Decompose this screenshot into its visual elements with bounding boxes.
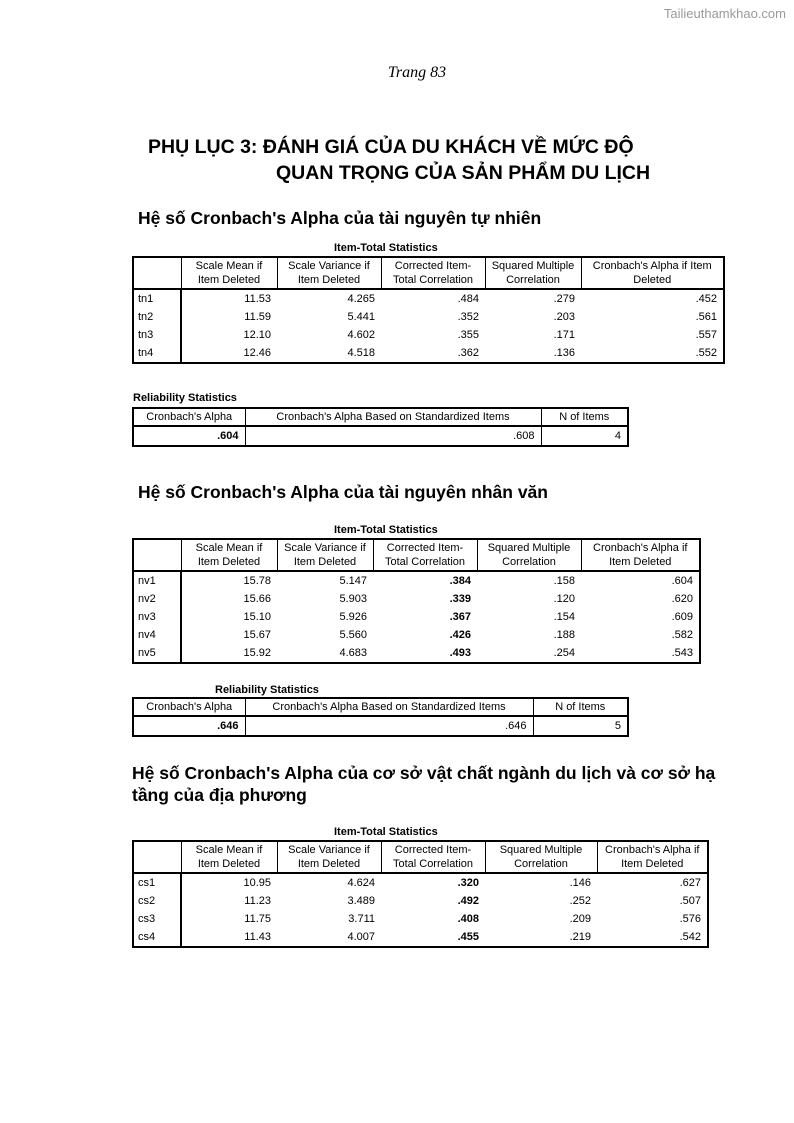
- row-label: nv5: [133, 644, 181, 663]
- table-row: [133, 344, 724, 363]
- table-row: [133, 590, 700, 608]
- table-cell: .384: [449, 575, 471, 587]
- row-label: cs1: [133, 873, 181, 892]
- table-header-row: [133, 841, 708, 873]
- section1-item-caption: Item-Total Statistics: [334, 242, 438, 254]
- row-label: nv1: [133, 571, 181, 590]
- row-label: nv3: [133, 608, 181, 626]
- table-cell: .576: [679, 913, 701, 925]
- table-cell: 5.147: [339, 575, 367, 587]
- table-row: [133, 892, 708, 910]
- column-header: Squared Multiple Correlation: [477, 539, 581, 571]
- table-cell: 4.683: [339, 647, 367, 659]
- table-cell: .320: [457, 877, 479, 889]
- cronbach-alpha-value: .646: [217, 720, 239, 732]
- column-header: N of Items: [541, 408, 628, 426]
- table-cell: .582: [671, 629, 693, 641]
- table-cell: 10.95: [243, 877, 271, 889]
- corner-cell: [133, 257, 181, 289]
- corner-cell: [133, 841, 181, 873]
- table-cell: .452: [695, 293, 717, 305]
- table-cell: 11.59: [244, 311, 271, 323]
- row-label: nv2: [133, 590, 181, 608]
- row-label: nv4: [133, 626, 181, 644]
- table-row: [133, 910, 708, 928]
- column-header: Squared Multiple Correlation: [485, 841, 597, 873]
- table-header-row: [133, 698, 628, 716]
- column-header: Scale Variance if Item Deleted: [277, 841, 381, 873]
- table-cell: .609: [671, 611, 693, 623]
- table-row: [133, 626, 700, 644]
- section1-reliability-table: [132, 407, 629, 447]
- table-cell: .627: [679, 877, 701, 889]
- table-cell: .171: [553, 329, 575, 341]
- row-label: tn1: [133, 289, 181, 308]
- table-cell: 5.926: [339, 611, 367, 623]
- table-cell: 15.10: [243, 611, 271, 623]
- table-row: [133, 608, 700, 626]
- table-cell: 3.489: [347, 895, 375, 907]
- column-header: Corrected Item-Total Correlation: [381, 841, 485, 873]
- table-cell: 4.602: [347, 329, 375, 341]
- appendix-title-line2: QUAN TRỌNG CỦA SẢN PHẨM DU LỊCH: [276, 162, 651, 184]
- table-cell: .136: [553, 347, 575, 359]
- section2-reliability-table: [132, 697, 629, 737]
- table-cell: 15.67: [243, 629, 271, 641]
- watermark-text: Tailieuthamkhao.com: [663, 6, 786, 21]
- section1-reliability-caption: Reliability Statistics: [133, 392, 237, 404]
- n-of-items-value: 4: [541, 426, 628, 446]
- standardized-alpha-value: .608: [245, 426, 541, 446]
- table-header-row: [133, 539, 700, 571]
- table-cell: 15.66: [243, 593, 271, 605]
- table-cell: .339: [449, 593, 471, 605]
- column-header: Cronbach's Alpha Based on Standardized Items: [245, 698, 533, 716]
- column-header: Cronbach's Alpha Based on Standardized Items: [245, 408, 541, 426]
- table-cell: 11.43: [244, 931, 271, 943]
- table-cell: .493: [449, 647, 471, 659]
- table-cell: 5.441: [347, 311, 375, 323]
- table-cell: .561: [695, 311, 717, 323]
- table-cell: 4.518: [347, 347, 375, 359]
- section2-heading: Hệ số Cronbach's Alpha của tài nguyên nhân văn: [138, 482, 548, 502]
- table-row: [133, 426, 628, 446]
- table-row: [133, 873, 708, 892]
- table-cell: 4.007: [347, 931, 375, 943]
- table-cell: .492: [457, 895, 479, 907]
- table-row: [133, 308, 724, 326]
- table-cell: 15.92: [243, 647, 271, 659]
- section3-item-total-table: [132, 840, 709, 948]
- n-of-items-value: 5: [533, 716, 628, 736]
- column-header: Scale Mean if Item Deleted: [181, 539, 277, 571]
- table-cell: 4.265: [347, 293, 375, 305]
- table-cell: 11.23: [244, 895, 271, 907]
- table-cell: .426: [449, 629, 471, 641]
- table-cell: .507: [679, 895, 701, 907]
- section3-heading: Hệ số Cronbach's Alpha của cơ sở vật chất ngành du lịch và cơ sở hạ tầng của địa phương: [132, 763, 716, 805]
- table-cell: .188: [553, 629, 575, 641]
- column-header: Cronbach's Alpha: [133, 408, 245, 426]
- table-row: [133, 928, 708, 947]
- section3-item-caption: Item-Total Statistics: [334, 826, 438, 838]
- column-header: Scale Variance if Item Deleted: [277, 539, 373, 571]
- table-row: [133, 289, 724, 308]
- table-cell: .542: [679, 931, 701, 943]
- cronbach-alpha-value: .604: [217, 430, 239, 442]
- table-cell: .219: [569, 931, 591, 943]
- row-label: tn4: [133, 344, 181, 363]
- table-row: [133, 571, 700, 590]
- table-cell: 5.560: [339, 629, 367, 641]
- section2-item-total-table: [132, 538, 701, 664]
- table-cell: .154: [553, 611, 575, 623]
- table-cell: .203: [553, 311, 575, 323]
- table-cell: .367: [449, 611, 471, 623]
- table-cell: 12.46: [243, 347, 271, 359]
- row-label: tn3: [133, 326, 181, 344]
- table-cell: 4.624: [347, 877, 375, 889]
- table-cell: .604: [671, 575, 693, 587]
- table-cell: .362: [457, 347, 479, 359]
- column-header: Scale Mean if Item Deleted: [181, 257, 277, 289]
- column-header: Corrected Item-Total Correlation: [373, 539, 477, 571]
- row-label: cs3: [133, 910, 181, 928]
- table-cell: .120: [553, 593, 575, 605]
- table-cell: .279: [553, 293, 575, 305]
- table-cell: 5.903: [339, 593, 367, 605]
- table-cell: .352: [457, 311, 479, 323]
- table-cell: .620: [671, 593, 693, 605]
- column-header: Cronbach's Alpha if Item Deleted: [597, 841, 708, 873]
- section2-item-caption: Item-Total Statistics: [334, 524, 438, 536]
- column-header: Cronbach's Alpha if Item Deleted: [581, 539, 700, 571]
- appendix-title-line1: PHỤ LỤC 3: ĐÁNH GIÁ CỦA DU KHÁCH VỀ MỨC ĐỘ: [148, 136, 634, 158]
- table-cell: .252: [569, 895, 591, 907]
- table-cell: .557: [695, 329, 717, 341]
- column-header: Squared Multiple Correlation: [485, 257, 581, 289]
- column-header: Scale Mean if Item Deleted: [181, 841, 277, 873]
- section2-reliability-caption: Reliability Statistics: [215, 684, 319, 696]
- corner-cell: [133, 539, 181, 571]
- table-row: [133, 716, 628, 736]
- table-cell: .484: [457, 293, 479, 305]
- table-cell: .408: [457, 913, 479, 925]
- column-header: Corrected Item-Total Correlation: [381, 257, 485, 289]
- table-cell: .455: [457, 931, 479, 943]
- table-cell: 12.10: [243, 329, 271, 341]
- column-header: Cronbach's Alpha if Item Deleted: [581, 257, 724, 289]
- table-header-row: [133, 257, 724, 289]
- section1-heading: Hệ số Cronbach's Alpha của tài nguyên tự nhiên: [138, 208, 542, 228]
- column-header: N of Items: [533, 698, 628, 716]
- table-cell: .146: [569, 877, 591, 889]
- column-header: Scale Variance if Item Deleted: [277, 257, 381, 289]
- table-cell: 11.53: [244, 293, 271, 305]
- appendix-title: [148, 134, 650, 186]
- table-cell: .209: [569, 913, 591, 925]
- table-cell: 15.78: [243, 575, 271, 587]
- column-header: Cronbach's Alpha: [133, 698, 245, 716]
- table-cell: 11.75: [244, 913, 271, 925]
- table-cell: 3.711: [348, 913, 375, 925]
- table-cell: .158: [553, 575, 575, 587]
- row-label: tn2: [133, 308, 181, 326]
- page-number: Trang 83: [387, 64, 447, 81]
- table-cell: .552: [695, 347, 717, 359]
- row-label: cs2: [133, 892, 181, 910]
- table-row: [133, 326, 724, 344]
- section1-item-total-table: [132, 256, 725, 364]
- table-cell: .355: [457, 329, 479, 341]
- table-header-row: [133, 408, 628, 426]
- table-cell: .254: [553, 647, 575, 659]
- table-row: [133, 644, 700, 663]
- row-label: cs4: [133, 928, 181, 947]
- standardized-alpha-value: .646: [245, 716, 533, 736]
- table-cell: .543: [671, 647, 693, 659]
